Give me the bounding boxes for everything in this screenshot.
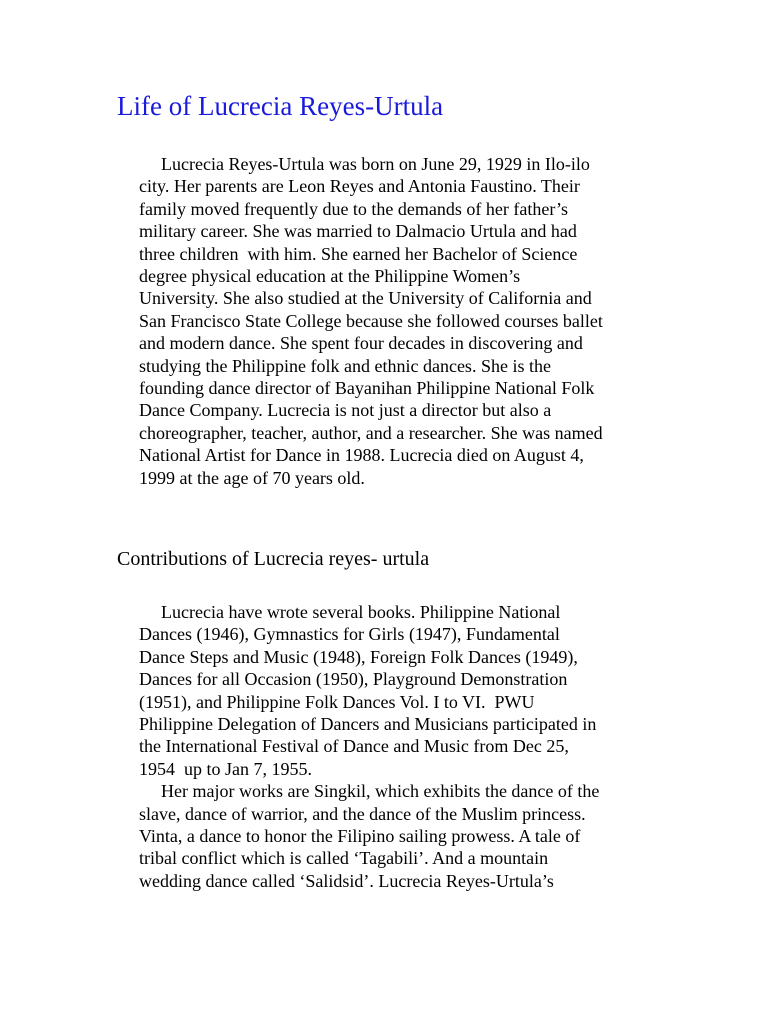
text-line: Dances (1946), Gymnastics for Girls (1947), Fundamental	[139, 624, 560, 645]
text-line: tribal conflict which is called ‘Tagabili’. And a mountain	[139, 848, 549, 869]
text-line: University. She also studied at the University of California and	[139, 288, 592, 309]
text-line: Philippine Delegation of Dancers and Musicians participated in	[139, 714, 597, 735]
text-line: National Artist for Dance in 1988. Lucrecia died on August 4,	[139, 445, 584, 466]
text-line: Dance Company. Lucrecia is not just a director but also a	[139, 400, 552, 421]
contributions-paragraph-books	[117, 601, 677, 780]
text-line: choreographer, teacher, author, and a researcher. She was named	[139, 422, 603, 443]
text-line: Lucrecia Reyes-Urtula was born on June 29, 1929 in Ilo-ilo	[161, 154, 590, 174]
text-line: military career. She was married to Dalmacio Urtula and had	[139, 221, 577, 242]
biography-paragraph	[117, 153, 677, 489]
text-line: Lucrecia have wrote several books. Philippine National	[161, 602, 561, 622]
page-title: Life of Lucrecia Reyes-Urtula	[117, 91, 444, 121]
text-line: (1951), and Philippine Folk Dances Vol. I to VI. PWU	[139, 691, 535, 712]
text-line: 1999 at the age of 70 years old.	[139, 467, 365, 488]
text-line: Dance Steps and Music (1948), Foreign Folk Dances (1949),	[139, 646, 578, 667]
text-line: 1954 up to Jan 7, 1955.	[139, 758, 312, 779]
text-line: studying the Philippine folk and ethnic dances. She is the	[139, 355, 551, 376]
text-line: founding dance director of Bayanihan Philippine National Folk	[139, 378, 595, 399]
text-line: degree physical education at the Philippine Women’s	[139, 266, 521, 287]
text-line: city. Her parents are Leon Reyes and Antonia Faustino. Their	[139, 176, 580, 197]
text-line: wedding dance called ‘Salidsid’. Lucrecia Reyes-Urtula’s	[139, 870, 554, 891]
text-line: three children with him. She earned her Bachelor of Science	[139, 243, 578, 264]
contributions-section	[117, 601, 677, 892]
section-heading: Contributions of Lucrecia reyes- urtula	[117, 548, 430, 570]
text-line: family moved frequently due to the demands of her father’s	[139, 198, 569, 219]
contributions-paragraph-works	[117, 780, 677, 892]
text-line: slave, dance of warrior, and the dance of the Muslim princess.	[139, 803, 586, 824]
text-line: the International Festival of Dance and Music from Dec 25,	[139, 736, 569, 757]
text-line: San Francisco State College because she followed courses ballet	[139, 310, 603, 331]
text-line: Her major works are Singkil, which exhibits the dance of the	[161, 781, 600, 802]
biography-section	[117, 153, 677, 489]
text-line: Dances for all Occasion (1950), Playground Demonstration	[139, 669, 568, 690]
text-line: and modern dance. She spent four decades in discovering and	[139, 333, 583, 354]
text-line: Vinta, a dance to honor the Filipino sailing prowess. A tale of	[139, 826, 581, 847]
